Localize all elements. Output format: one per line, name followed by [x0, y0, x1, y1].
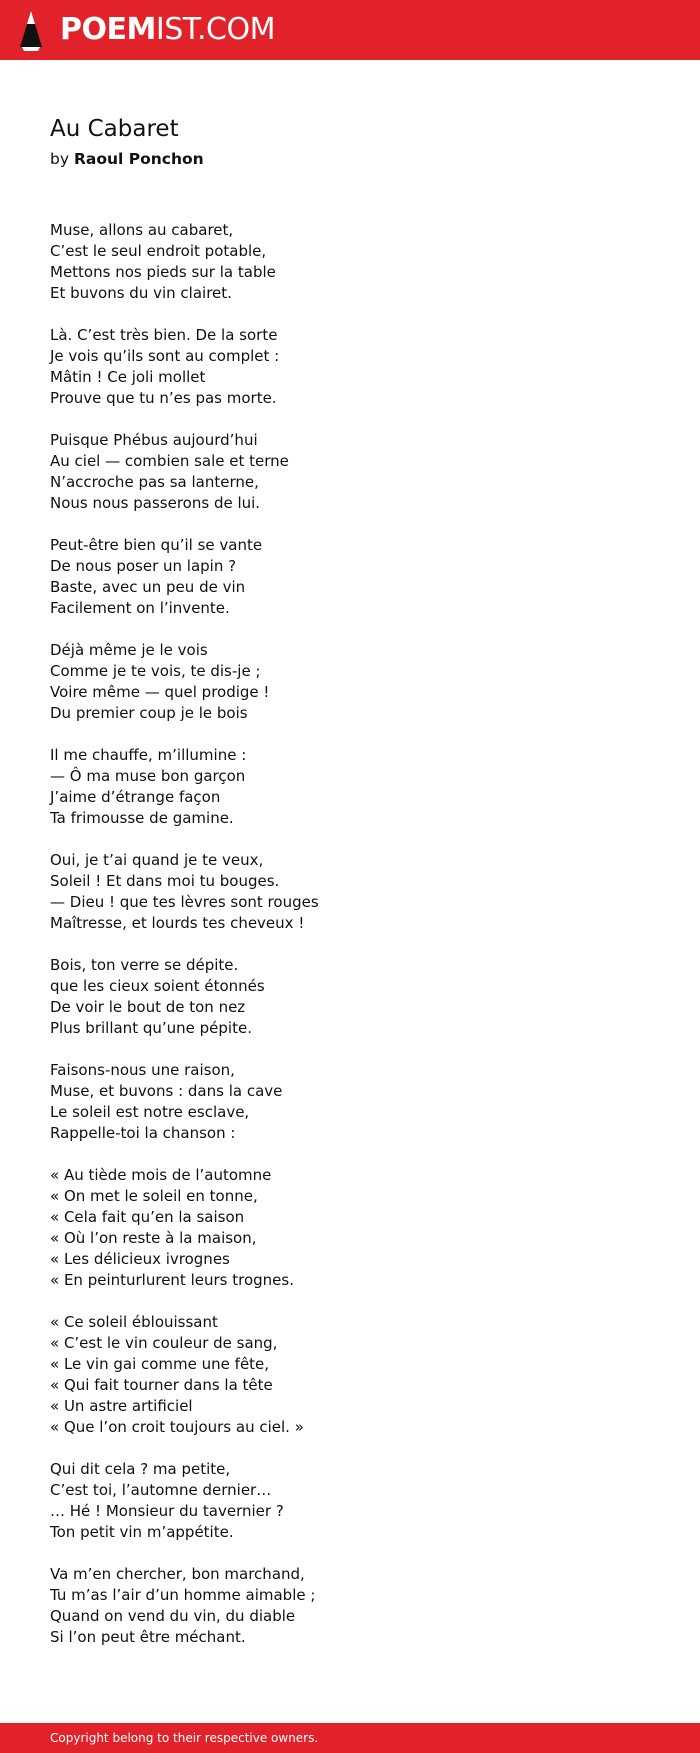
poem-line: Au ciel — combien sale et terne: [50, 452, 289, 470]
poem-line: De voir le bout de ton nez: [50, 998, 246, 1016]
poem-line: Mâtin ! Ce joli mollet: [50, 368, 206, 386]
poem-line: Prouve que tu n’es pas morte.: [50, 389, 277, 407]
poem-line: Il me chauffe, m’illumine :: [50, 746, 247, 764]
poem-line: Tu m’as l’air d’un homme aimable ;: [50, 1586, 316, 1604]
poem-line: N’accroche pas sa lanterne,: [50, 473, 259, 491]
poem-line: Bois, ton verre se dépite.: [50, 956, 239, 974]
poem-line: Comme je te vois, te dis-je ;: [50, 662, 261, 680]
poem-line: « En peinturlurent leurs trognes.: [50, 1271, 294, 1289]
poem-line: « C’est le vin couleur de sang,: [50, 1334, 278, 1352]
poem-line: Nous nous passerons de lui.: [50, 494, 261, 512]
poem-line: « On met le soleil en tonne,: [50, 1187, 258, 1205]
poem-line: Baste, avec un peu de vin: [50, 578, 246, 596]
byline: [50, 148, 650, 170]
poem-content: [50, 114, 650, 1669]
poem-line: « Où l’on reste à la maison,: [50, 1229, 257, 1247]
poem-line: que les cieux soient étonnés: [50, 977, 265, 995]
poem-line: « Un astre artificiel: [50, 1397, 193, 1415]
by-label: by: [50, 150, 70, 168]
copyright-text: Copyright belong to their respective owners.: [50, 1731, 319, 1745]
stanza: [50, 745, 650, 829]
poem-line: Ton petit vin m’appétite.: [50, 1523, 234, 1541]
poem-line: — Dieu ! que tes lèvres sont rouges: [50, 893, 319, 911]
poem-line: « Que l’on croit toujours au ciel. »: [50, 1418, 304, 1436]
poem-line: Plus brillant qu’une pépite.: [50, 1019, 252, 1037]
poem-line: Oui, je t’ai quand je te veux,: [50, 851, 264, 869]
author-name: Raoul Ponchon: [73, 150, 204, 168]
poem-line: Mettons nos pieds sur la table: [50, 263, 276, 281]
stanza: [50, 850, 650, 934]
stanza: [50, 955, 650, 1039]
poem-line: Le soleil est notre esclave,: [50, 1103, 250, 1121]
pencil-tip-icon[interactable]: [18, 9, 44, 51]
stanza: [50, 1459, 650, 1543]
poem-line: « Qui fait tourner dans la tête: [50, 1376, 273, 1394]
poem-line: Ta frimousse de gamine.: [50, 809, 234, 827]
poem-line: Faisons-nous une raison,: [50, 1061, 235, 1079]
poem-line: Soleil ! Et dans moi tu bouges.: [50, 872, 280, 890]
poem-line: Déjà même je le vois: [50, 641, 208, 659]
site-header: [0, 0, 700, 60]
poem-line: Va m’en chercher, bon marchand,: [50, 1565, 305, 1583]
poem-line: Rappelle-toi la chanson :: [50, 1124, 236, 1142]
poem-line: Qui dit cela ? ma petite,: [50, 1460, 231, 1478]
poem-line: Peut-être bien qu’il se vante: [50, 536, 263, 554]
stanza: [50, 640, 650, 724]
stanza: [50, 1060, 650, 1144]
stanza: [50, 535, 650, 619]
poem-body: [50, 220, 650, 1648]
stanza: [50, 1165, 650, 1291]
poem-line: Du premier coup je le bois: [50, 704, 248, 722]
poem-line: Muse, et buvons : dans la cave: [50, 1082, 283, 1100]
poem-line: Voire même — quel prodige !: [50, 683, 270, 701]
poem-line: — Ô ma muse bon garçon: [50, 767, 246, 785]
poem-line: C’est le seul endroit potable,: [50, 242, 267, 260]
poem-line: « Cela fait qu’en la saison: [50, 1208, 245, 1226]
poem-line: Maîtresse, et lourds tes cheveux !: [50, 914, 305, 932]
poem-line: « Au tiède mois de l’automne: [50, 1166, 272, 1184]
poem-line: Et buvons du vin clairet.: [50, 284, 232, 302]
poem-line: C’est toi, l’automne dernier…: [50, 1481, 272, 1499]
logo-text-light: IST.COM: [155, 12, 275, 47]
poem-line: Quand on vend du vin, du diable: [50, 1607, 296, 1625]
poem-line: De nous poser un lapin ?: [50, 557, 237, 575]
poem-line: « Les délicieux ivrognes: [50, 1250, 230, 1268]
stanza: [50, 220, 650, 304]
stanza: [50, 430, 650, 514]
poem-line: Si l’on peut être méchant.: [50, 1628, 246, 1646]
poem-line: Je vois qu’ils sont au complet :: [50, 347, 280, 365]
poem-line: J’aime d’étrange façon: [50, 788, 221, 806]
site-footer: [0, 1723, 700, 1753]
poem-line: Muse, allons au cabaret,: [50, 221, 234, 239]
poem-line: Facilement on l’invente.: [50, 599, 230, 617]
stanza: [50, 1564, 650, 1648]
poem-title: Au Cabaret: [50, 116, 179, 142]
poem-line: … Hé ! Monsieur du tavernier ?: [50, 1502, 284, 1520]
poem-line: Là. C’est très bien. De la sorte: [50, 326, 278, 344]
logo-text-bold: POEM: [60, 12, 156, 47]
poem-line: Puisque Phébus aujourd’hui: [50, 431, 258, 449]
stanza: [50, 1312, 650, 1438]
poem-line: « Le vin gai comme une fête,: [50, 1355, 270, 1373]
stanza: [50, 325, 650, 409]
site-logo[interactable]: [60, 12, 275, 47]
poem-line: « Ce soleil éblouissant: [50, 1313, 218, 1331]
